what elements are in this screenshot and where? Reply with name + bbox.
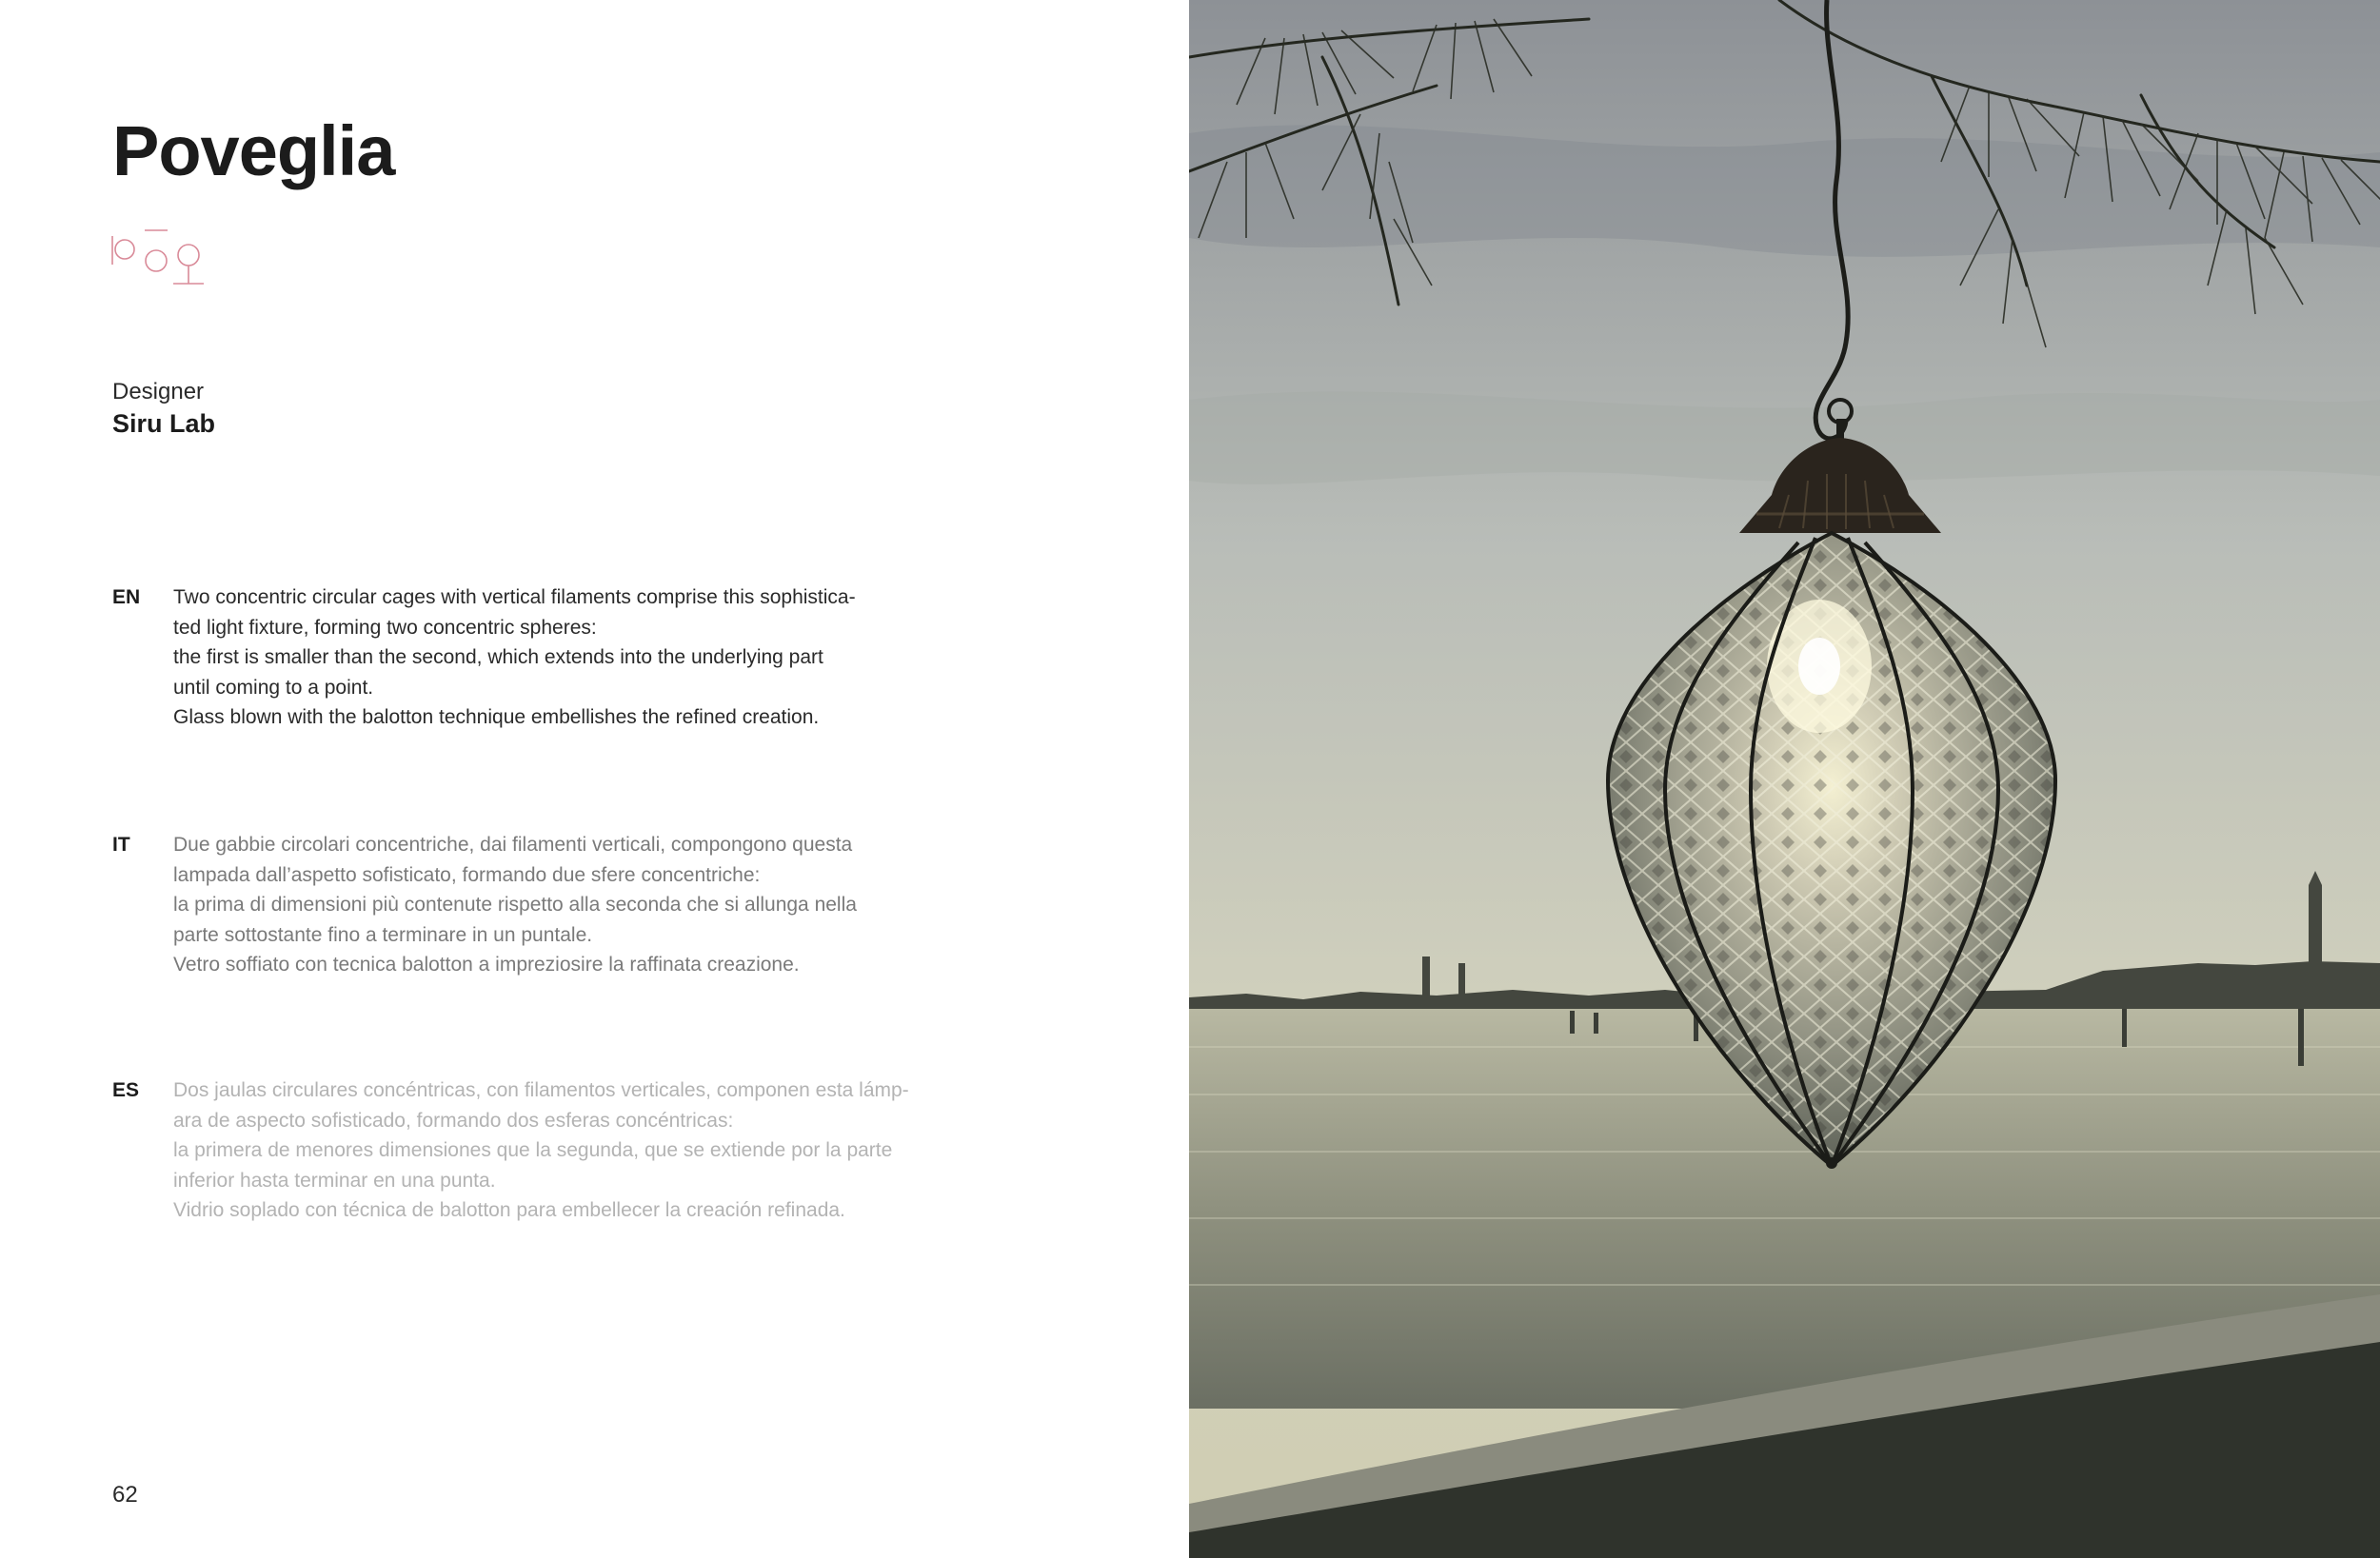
page-number: 62 <box>112 1482 138 1508</box>
description-line: Two concentric circular cages with vertical filaments comprise this sophistica- <box>173 586 856 608</box>
description-line: Due gabbie circolari concentriche, dai filamenti verticali, compongono questa <box>173 834 853 856</box>
description-line: Dos jaulas circulares concéntricas, con filamentos verticales, componen esta lámp- <box>173 1079 909 1101</box>
description-line: inferior hasta terminar en una punta. <box>173 1169 496 1192</box>
description-line: la primera de menores dimensiones que la segunda, que se extiende por la parte <box>173 1139 893 1162</box>
description-line: Vetro soffiato con tecnica balotton a impreziosire la raffinata creazione. <box>173 954 800 976</box>
description-line: la prima di dimensioni più contenute rispetto alla seconda che si allunga nella <box>173 894 857 917</box>
lang-code-en: EN <box>112 586 141 608</box>
product-title: Poveglia <box>112 111 395 190</box>
lang-code-it: IT <box>112 834 130 856</box>
designer-label: Designer <box>112 379 205 404</box>
description-line: ted light fixture, forming two concentric spheres: <box>173 616 597 639</box>
description-line: lampada dall’aspetto sofisticato, formando due sfere concentriche: <box>173 863 761 886</box>
description-line: ara de aspecto sofisticado, formando dos esferas concéntricas: <box>173 1109 734 1132</box>
lang-code-es: ES <box>112 1079 140 1101</box>
pendant-lamp-icon <box>110 227 209 291</box>
description-line: until coming to a point. <box>173 676 374 699</box>
designer-name: Siru Lab <box>112 409 216 438</box>
left-page <box>0 0 1189 1558</box>
product-photo <box>1189 0 2380 1558</box>
description-line: Vidrio soplado con técnica de balotton para embellecer la creación refinada. <box>173 1199 845 1222</box>
description-line: parte sottostante fino a terminare in un puntale. <box>173 923 593 946</box>
description-line: Glass blown with the balotton technique embellishes the refined creation. <box>173 706 820 729</box>
description-line: the first is smaller than the second, which extends into the underlying part <box>173 646 823 669</box>
